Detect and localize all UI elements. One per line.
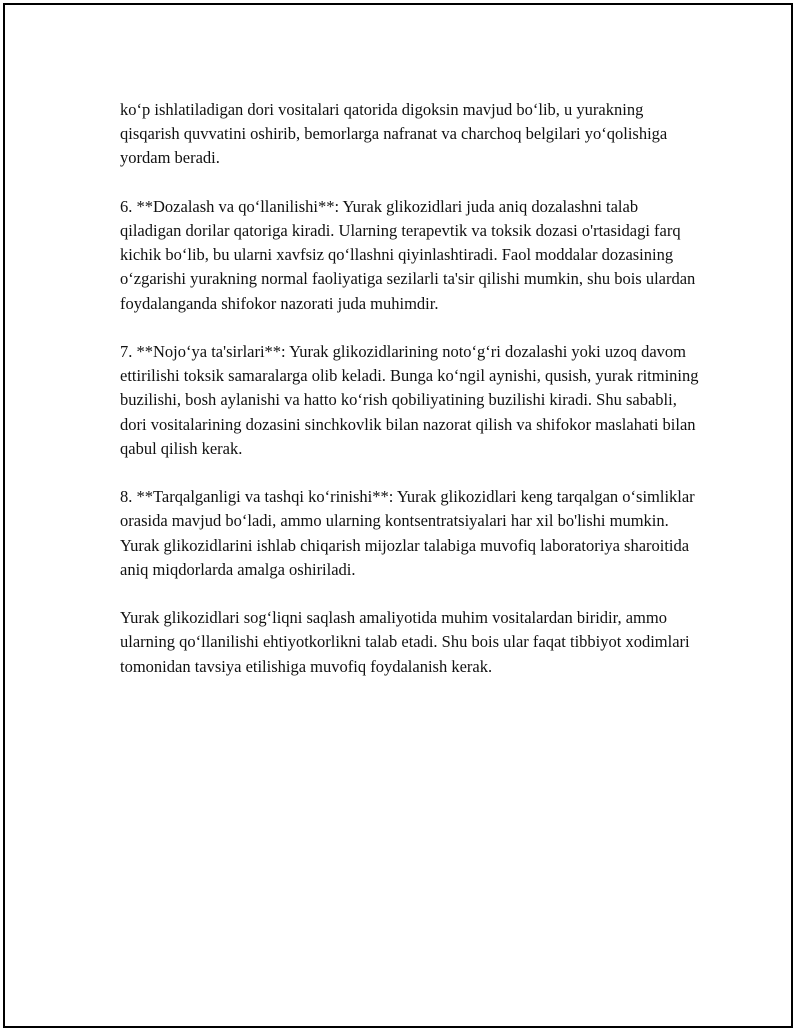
paragraph-conclusion: Yurak glikozidlari sog‘liqni saqlash amaliyotida muhim vositalardan biridir, ammo ularning qo‘llanilishi ehtiyotkorlikni talab etadi. Shu bois ular faqat tibbiyot xodimlari tomonidan tavsiya etilishiga muvofiq foydalanish kerak. <box>120 608 690 676</box>
paragraph-digoxin-intro: ko‘p ishlatiladigan dori vositalari qatorida digoksin mavjud bo‘lib, u yurakning qisqarish quvvatini oshirib, bemorlarga nafranat va charchoq belgilari yo‘qolishiga yordam beradi. <box>120 100 668 168</box>
page-frame <box>3 3 793 1028</box>
paragraph-distribution: 8. **Tarqalganligi va tashqi ko‘rinishi**: Yurak glikozidlari keng tarqalgan o‘simliklar orasida mavjud bo‘ladi, ammo ularning kontsentratsiyalari har xil bo'lishi mumkin. Yurak glikozidlarini ishlab chiqarish mijozlar talabiga muvofiq laboratoriya sharoitida aniq miqdorlarda amalga oshiriladi. <box>120 487 695 579</box>
document-body <box>120 98 700 703</box>
paragraph-dosage: 6. **Dozalash va qo‘llanilishi**: Yurak glikozidlari juda aniq dozalashni talab qiladigan dorilar qatoriga kiradi. Ularning terapevtik va toksik dozasi o'rtasidagi farq kichik bo‘lib, bu ularni xavfsiz qo‘llashni qiyinlashtiradi. Faol moddalar dozasining o‘zgarishi yurakning normal faoliyatiga sezilarli ta'sir qilishi mumkin, shu bois ulardan foydalanganda shifokor nazorati juda muhimdir. <box>120 196 696 313</box>
paragraph-side-effects: 7. **Nojo‘ya ta'sirlari**: Yurak glikozidlarining noto‘g‘ri dozalashi yoki uzoq davom ettirilishi toksik samaralarga olib keladi. Bunga ko‘ngil aynishi, qusish, yurak ritmining buzilishi, bosh aylanishi va hatto ko‘rish qobiliyatining buzilishi kiradi. Shu sababli, dori vositalarining dozasini sinchkovlik bilan nazorat qilish va shifokor maslahati bilan qabul qilish kerak. <box>120 342 699 458</box>
